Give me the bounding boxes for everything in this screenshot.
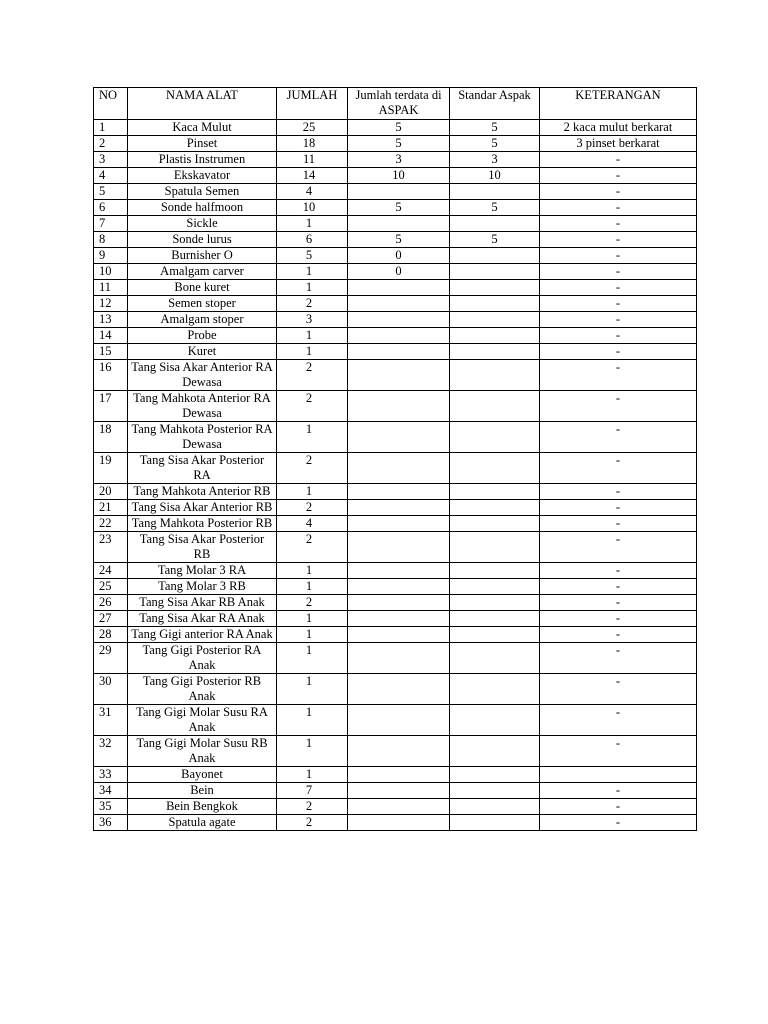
table-row (94, 627, 697, 643)
cell-name: Bein Bengkok (128, 799, 277, 815)
cell-standard (450, 360, 540, 391)
cell-qty: 2 (277, 360, 348, 391)
cell-note: - (540, 422, 697, 453)
cell-no: 13 (94, 312, 128, 328)
cell-aspak (348, 296, 450, 312)
cell-standard (450, 500, 540, 516)
table-row (94, 184, 697, 200)
cell-no: 21 (94, 500, 128, 516)
table-row (94, 360, 697, 391)
cell-no: 36 (94, 815, 128, 831)
cell-no: 23 (94, 532, 128, 563)
cell-no: 18 (94, 422, 128, 453)
cell-name: Spatula agate (128, 815, 277, 831)
cell-note: - (540, 296, 697, 312)
cell-qty: 1 (277, 328, 348, 344)
cell-qty: 7 (277, 783, 348, 799)
cell-qty: 1 (277, 674, 348, 705)
cell-note (540, 767, 697, 783)
cell-aspak (348, 595, 450, 611)
cell-name: Tang Gigi anterior RA Anak (128, 627, 277, 643)
cell-no: 10 (94, 264, 128, 280)
table-row (94, 815, 697, 831)
cell-no: 1 (94, 120, 128, 136)
cell-note: - (540, 264, 697, 280)
cell-standard (450, 736, 540, 767)
cell-standard (450, 312, 540, 328)
table-row (94, 248, 697, 264)
cell-standard (450, 799, 540, 815)
cell-no: 30 (94, 674, 128, 705)
cell-note: - (540, 152, 697, 168)
cell-note: - (540, 216, 697, 232)
cell-no: 29 (94, 643, 128, 674)
cell-no: 12 (94, 296, 128, 312)
cell-aspak (348, 736, 450, 767)
cell-aspak (348, 453, 450, 484)
cell-standard (450, 767, 540, 783)
cell-no: 14 (94, 328, 128, 344)
cell-qty: 3 (277, 312, 348, 328)
cell-name: Amalgam stoper (128, 312, 277, 328)
cell-qty: 2 (277, 296, 348, 312)
table-row (94, 643, 697, 674)
cell-qty: 2 (277, 815, 348, 831)
cell-no: 7 (94, 216, 128, 232)
cell-note: - (540, 391, 697, 422)
cell-aspak (348, 328, 450, 344)
cell-note: - (540, 184, 697, 200)
table-body (94, 120, 697, 831)
table-row (94, 705, 697, 736)
cell-aspak (348, 815, 450, 831)
table-row (94, 595, 697, 611)
cell-standard (450, 595, 540, 611)
cell-standard: 5 (450, 120, 540, 136)
table-row (94, 484, 697, 500)
cell-qty: 5 (277, 248, 348, 264)
cell-name: Tang Mahkota Posterior RA Dewasa (128, 422, 277, 453)
cell-standard (450, 643, 540, 674)
cell-no: 9 (94, 248, 128, 264)
cell-standard: 5 (450, 232, 540, 248)
cell-note: - (540, 344, 697, 360)
cell-name: Tang Gigi Molar Susu RA Anak (128, 705, 277, 736)
header-row (94, 88, 697, 120)
cell-note: - (540, 611, 697, 627)
cell-standard (450, 264, 540, 280)
cell-name: Tang Sisa Akar Posterior RB (128, 532, 277, 563)
cell-qty: 1 (277, 422, 348, 453)
cell-qty: 2 (277, 595, 348, 611)
table-row (94, 296, 697, 312)
cell-aspak (348, 627, 450, 643)
header-standard: Standar Aspak (450, 88, 540, 120)
cell-qty: 11 (277, 152, 348, 168)
cell-qty: 4 (277, 516, 348, 532)
cell-standard (450, 344, 540, 360)
cell-no: 20 (94, 484, 128, 500)
cell-no: 4 (94, 168, 128, 184)
cell-note: - (540, 783, 697, 799)
table-row (94, 783, 697, 799)
table-row (94, 328, 697, 344)
cell-name: Tang Sisa Akar Anterior RA Dewasa (128, 360, 277, 391)
cell-no: 2 (94, 136, 128, 152)
cell-no: 6 (94, 200, 128, 216)
cell-no: 22 (94, 516, 128, 532)
cell-aspak (348, 280, 450, 296)
cell-qty: 18 (277, 136, 348, 152)
cell-aspak: 5 (348, 136, 450, 152)
cell-name: Tang Gigi Posterior RA Anak (128, 643, 277, 674)
cell-aspak: 5 (348, 200, 450, 216)
table-row (94, 563, 697, 579)
cell-standard (450, 216, 540, 232)
header-name: NAMA ALAT (128, 88, 277, 120)
cell-aspak (348, 184, 450, 200)
table-row (94, 232, 697, 248)
cell-no: 16 (94, 360, 128, 391)
cell-no: 31 (94, 705, 128, 736)
cell-note: - (540, 674, 697, 705)
cell-qty: 4 (277, 184, 348, 200)
cell-no: 32 (94, 736, 128, 767)
cell-name: Burnisher O (128, 248, 277, 264)
cell-standard (450, 296, 540, 312)
cell-no: 28 (94, 627, 128, 643)
header-no: NO (94, 88, 128, 120)
table-row (94, 200, 697, 216)
cell-standard: 3 (450, 152, 540, 168)
cell-note: - (540, 736, 697, 767)
cell-aspak (348, 312, 450, 328)
cell-standard: 5 (450, 200, 540, 216)
cell-no: 35 (94, 799, 128, 815)
table-row (94, 453, 697, 484)
cell-name: Tang Sisa Akar Anterior RB (128, 500, 277, 516)
cell-qty: 2 (277, 532, 348, 563)
cell-aspak (348, 705, 450, 736)
cell-name: Tang Gigi Posterior RB Anak (128, 674, 277, 705)
table-row (94, 500, 697, 516)
cell-note: - (540, 248, 697, 264)
cell-no: 24 (94, 563, 128, 579)
cell-no: 25 (94, 579, 128, 595)
cell-qty: 14 (277, 168, 348, 184)
cell-no: 11 (94, 280, 128, 296)
cell-name: Tang Molar 3 RB (128, 579, 277, 595)
cell-aspak (348, 579, 450, 595)
cell-standard (450, 516, 540, 532)
cell-qty: 1 (277, 216, 348, 232)
cell-name: Spatula Semen (128, 184, 277, 200)
cell-no: 19 (94, 453, 128, 484)
table-header (94, 88, 697, 120)
cell-aspak (348, 216, 450, 232)
cell-standard (450, 563, 540, 579)
cell-qty: 2 (277, 500, 348, 516)
cell-standard (450, 611, 540, 627)
cell-note: - (540, 516, 697, 532)
cell-note: - (540, 595, 697, 611)
cell-standard (450, 627, 540, 643)
cell-name: Tang Sisa Akar RB Anak (128, 595, 277, 611)
cell-note: - (540, 328, 697, 344)
table-row (94, 532, 697, 563)
cell-note: - (540, 532, 697, 563)
cell-qty: 1 (277, 643, 348, 674)
table-row (94, 152, 697, 168)
cell-aspak (348, 344, 450, 360)
cell-standard (450, 783, 540, 799)
table-row (94, 391, 697, 422)
cell-aspak (348, 516, 450, 532)
cell-name: Sickle (128, 216, 277, 232)
table-row (94, 120, 697, 136)
cell-aspak (348, 611, 450, 627)
instrument-table (93, 87, 697, 831)
table-row (94, 767, 697, 783)
cell-aspak (348, 799, 450, 815)
header-aspak: Jumlah terdata di ASPAK (348, 88, 450, 120)
cell-qty: 1 (277, 767, 348, 783)
cell-no: 17 (94, 391, 128, 422)
cell-name: Tang Sisa Akar RA Anak (128, 611, 277, 627)
cell-qty: 2 (277, 391, 348, 422)
cell-aspak: 5 (348, 120, 450, 136)
cell-note: - (540, 453, 697, 484)
cell-standard (450, 248, 540, 264)
cell-name: Semen stoper (128, 296, 277, 312)
cell-standard (450, 328, 540, 344)
cell-no: 15 (94, 344, 128, 360)
cell-note: - (540, 563, 697, 579)
cell-name: Tang Sisa Akar Posterior RA (128, 453, 277, 484)
cell-name: Probe (128, 328, 277, 344)
header-note: KETERANGAN (540, 88, 697, 120)
cell-standard (450, 815, 540, 831)
cell-aspak (348, 532, 450, 563)
cell-name: Plastis Instrumen (128, 152, 277, 168)
cell-standard (450, 391, 540, 422)
cell-name: Ekskavator (128, 168, 277, 184)
table-row (94, 422, 697, 453)
cell-name: Pinset (128, 136, 277, 152)
cell-standard (450, 453, 540, 484)
cell-qty: 1 (277, 344, 348, 360)
table-row (94, 736, 697, 767)
cell-note: - (540, 815, 697, 831)
cell-standard (450, 280, 540, 296)
cell-aspak (348, 783, 450, 799)
cell-qty: 1 (277, 736, 348, 767)
cell-aspak (348, 360, 450, 391)
cell-name: Kaca Mulut (128, 120, 277, 136)
cell-name: Bein (128, 783, 277, 799)
cell-aspak (348, 674, 450, 705)
table-row (94, 799, 697, 815)
cell-name: Amalgam carver (128, 264, 277, 280)
cell-name: Tang Molar 3 RA (128, 563, 277, 579)
cell-aspak: 0 (348, 248, 450, 264)
cell-standard: 10 (450, 168, 540, 184)
cell-standard (450, 484, 540, 500)
cell-no: 3 (94, 152, 128, 168)
table-row (94, 674, 697, 705)
cell-qty: 1 (277, 627, 348, 643)
cell-note: - (540, 799, 697, 815)
cell-name: Tang Mahkota Anterior RA Dewasa (128, 391, 277, 422)
cell-qty: 6 (277, 232, 348, 248)
cell-note: 2 kaca mulut berkarat (540, 120, 697, 136)
cell-no: 33 (94, 767, 128, 783)
cell-note: - (540, 643, 697, 674)
cell-qty: 1 (277, 579, 348, 595)
cell-aspak (348, 484, 450, 500)
cell-no: 8 (94, 232, 128, 248)
cell-standard (450, 422, 540, 453)
cell-qty: 25 (277, 120, 348, 136)
cell-standard (450, 532, 540, 563)
table-row (94, 264, 697, 280)
cell-standard: 5 (450, 136, 540, 152)
table-row (94, 280, 697, 296)
cell-note: - (540, 232, 697, 248)
cell-qty: 1 (277, 611, 348, 627)
cell-aspak (348, 767, 450, 783)
cell-note: 3 pinset berkarat (540, 136, 697, 152)
cell-note: - (540, 579, 697, 595)
cell-name: Sonde lurus (128, 232, 277, 248)
cell-aspak: 10 (348, 168, 450, 184)
cell-qty: 1 (277, 705, 348, 736)
cell-qty: 1 (277, 280, 348, 296)
cell-aspak (348, 563, 450, 579)
table-row (94, 168, 697, 184)
cell-name: Sonde halfmoon (128, 200, 277, 216)
cell-no: 26 (94, 595, 128, 611)
cell-qty: 1 (277, 264, 348, 280)
cell-note: - (540, 705, 697, 736)
cell-no: 27 (94, 611, 128, 627)
cell-name: Bayonet (128, 767, 277, 783)
cell-name: Tang Gigi Molar Susu RB Anak (128, 736, 277, 767)
cell-aspak: 5 (348, 232, 450, 248)
cell-note: - (540, 280, 697, 296)
cell-qty: 10 (277, 200, 348, 216)
cell-aspak (348, 391, 450, 422)
cell-standard (450, 184, 540, 200)
cell-name: Kuret (128, 344, 277, 360)
cell-name: Bone kuret (128, 280, 277, 296)
table-row (94, 579, 697, 595)
cell-qty: 1 (277, 484, 348, 500)
cell-note: - (540, 168, 697, 184)
cell-standard (450, 674, 540, 705)
cell-aspak (348, 500, 450, 516)
cell-qty: 1 (277, 563, 348, 579)
table-row (94, 312, 697, 328)
table-row (94, 611, 697, 627)
cell-name: Tang Mahkota Anterior RB (128, 484, 277, 500)
cell-qty: 2 (277, 453, 348, 484)
cell-standard (450, 705, 540, 736)
table-row (94, 216, 697, 232)
cell-name: Tang Mahkota Posterior RB (128, 516, 277, 532)
cell-aspak: 0 (348, 264, 450, 280)
cell-aspak (348, 643, 450, 674)
cell-note: - (540, 360, 697, 391)
cell-note: - (540, 200, 697, 216)
cell-no: 34 (94, 783, 128, 799)
cell-note: - (540, 627, 697, 643)
cell-standard (450, 579, 540, 595)
table-row (94, 136, 697, 152)
cell-note: - (540, 484, 697, 500)
cell-note: - (540, 312, 697, 328)
cell-aspak (348, 422, 450, 453)
cell-aspak: 3 (348, 152, 450, 168)
table-row (94, 516, 697, 532)
cell-no: 5 (94, 184, 128, 200)
table-row (94, 344, 697, 360)
cell-note: - (540, 500, 697, 516)
header-qty: JUMLAH (277, 88, 348, 120)
cell-qty: 2 (277, 799, 348, 815)
